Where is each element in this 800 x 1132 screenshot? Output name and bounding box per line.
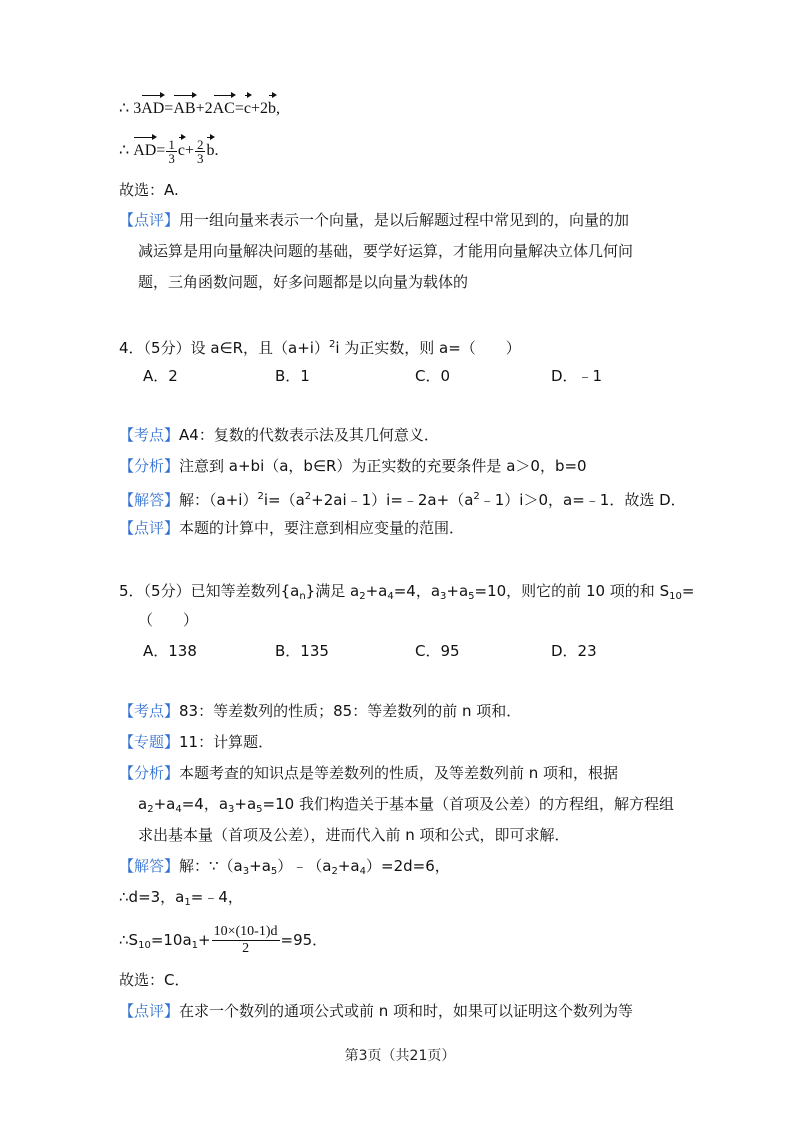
vector-ab: AB: [173, 98, 195, 120]
question-5-stem: 5．（5分）已知等差数列$\{a_n\}$满足 $a_2+a_4=4$，$a_3+a_5=10$，则它的前 10 项的和 $S_{10}=$: [119, 582, 695, 602]
question-5-stem-line2: （ ）: [138, 611, 199, 629]
therefore-symbol: ∴: [119, 100, 130, 117]
comment-tag: 【点评】: [119, 211, 180, 229]
vector-equation-2: ∴ AD= $\frac{1}{3}$ c+ $\frac{2}{3}$ b.: [119, 137, 219, 166]
vector-c: c: [178, 140, 185, 162]
comment-block: 【点评】用一组向量来表示一个向量，是以后解题过程中常见到的，向量的加: [119, 211, 630, 229]
q5-zhuanti: 【专题】11：计算题．: [119, 733, 274, 751]
page-footer: 第3页（共21页）: [344, 1048, 456, 1064]
q5-choice: 故选：C．: [119, 971, 190, 989]
q4-option-d: D．﹣1: [551, 367, 603, 385]
vector-equation-1: ∴ 3AD=AB+2AC=c+2b,: [119, 98, 280, 120]
comment-line-3: 题，三角函数问题，好多问题都是以向量为载体的: [138, 273, 469, 291]
q4-dianping: 【点评】本题的计算中，要注意到相应变量的范围．: [119, 519, 465, 537]
q4-option-c: C．0: [415, 367, 451, 385]
q4-kaodian: 【考点】A4：复数的代数表示法及其几何意义．: [119, 426, 439, 444]
choice-a-line: 故选：A.: [119, 181, 179, 199]
q5-jieda: 【解答】解：$\because(a_3+a_5)﹣(a_2+a_4)=2d=6$，: [119, 857, 450, 877]
q5-step3: $\therefore S_{10}=10a_1+$ $\frac{10\times(10-1)d}{2}$ =95．: [119, 924, 328, 956]
vector-ac: AC: [213, 98, 235, 120]
q5-dianping: 【点评】在求一个数列的通项公式或前 n 项和时，如果可以证明这个数列为等: [119, 1002, 634, 1020]
q5-option-d: D．23: [551, 642, 597, 660]
fraction-two-thirds: $\frac{2}{3}$: [196, 137, 204, 166]
q5-option-b: B．135: [275, 642, 329, 660]
q5-option-c: C．95: [415, 642, 460, 660]
sum-fraction: $\frac{10\times(10-1)d}{2}$: [213, 924, 278, 956]
q4-jieda: 【解答】解：$(a+i)^2i=(a^2+2ai﹣1)i=﹣2a+(a^2﹣1)i>0$，a=﹣1．故选 D．: [119, 491, 686, 509]
q5-fenxi-line2: $a_2+a_4=4$，$a_3+a_5=10$ 我们构造关于基本量（首项及公差）的方程组，解方程组: [138, 795, 674, 815]
q4-option-b: B．1: [275, 367, 310, 385]
question-4-stem: 4．（5分）设 a∈R，且$(a+i)^2i$ 为正实数，则 a=（ ）: [119, 339, 521, 357]
q5-step2: ∴d=3，$a_1=﹣4$，: [119, 888, 243, 908]
vector-b: b: [268, 98, 276, 120]
q5-option-a: A．138: [143, 642, 197, 660]
vector-c: c: [244, 98, 251, 120]
vector-b: b: [206, 140, 214, 162]
fraction-one-third: $\frac{1}{3}$: [168, 137, 175, 166]
vector-ad: AD: [141, 98, 164, 120]
comment-line-2: 减运算是用向量解决问题的基础，要学好运算，才能用向量解决立体几何问: [138, 242, 634, 260]
q5-fenxi: 【分析】本题考查的知识点是等差数列的性质，及等差数列前 n 项和，根据: [119, 764, 619, 782]
vector-ad: AD: [133, 140, 156, 162]
q5-kaodian: 【考点】83：等差数列的性质；85：等差数列的前 n 项和．: [119, 702, 522, 720]
q5-fenxi-line3: 求出基本量（首项及公差），进而代入前 n 项和公式，即可求解．: [138, 826, 570, 844]
q4-fenxi: 【分析】注意到 a+bi（a，b∈R）为正实数的充要条件是 a＞0，b=0: [119, 457, 587, 475]
q4-option-a: A．2: [143, 367, 178, 385]
